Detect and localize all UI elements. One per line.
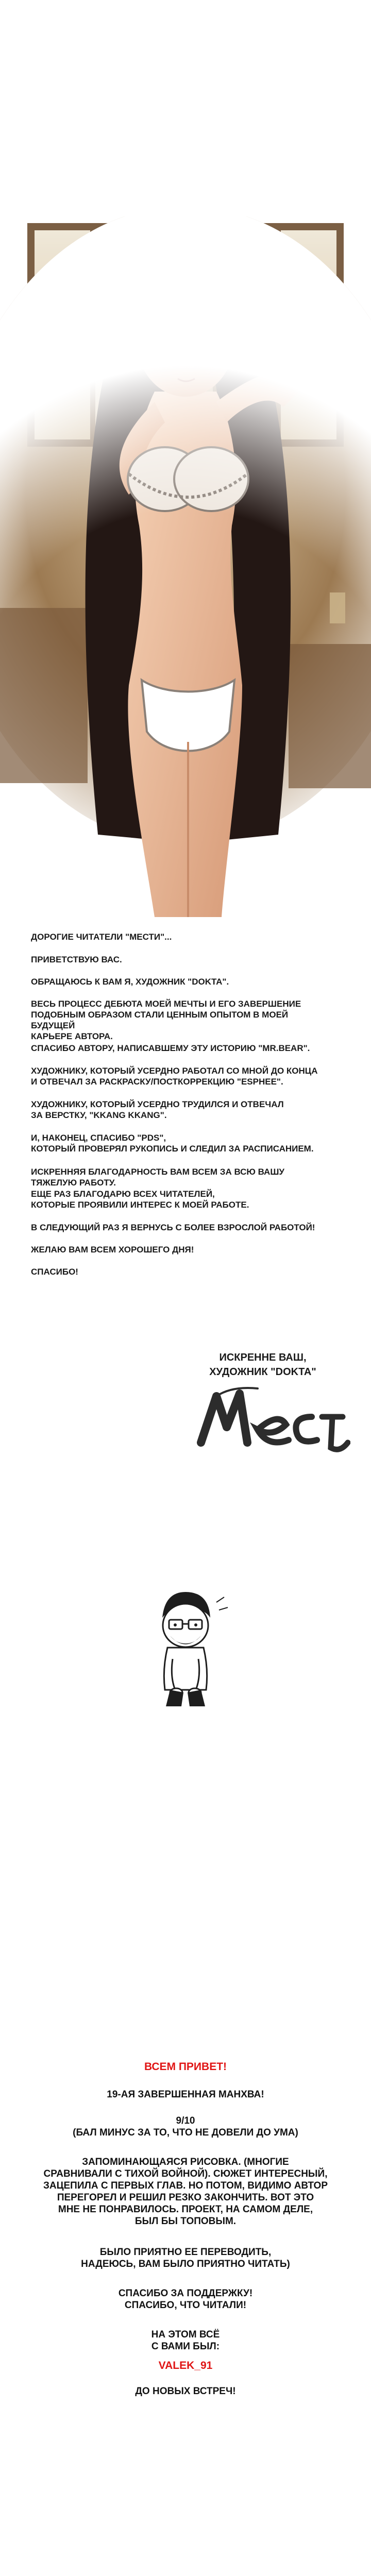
afterword-readers: [31, 1189, 319, 1210]
translator-pleasant: [0, 2246, 371, 2270]
afterword-debut-line: ПОДОБНЫМ ОБРАЗОМ СТАЛИ ЦЕННЫМ ОПЫТОМ В МОЕЙ БУДУЩЕЙ: [31, 1010, 289, 1030]
afterword-line: КОТОРЫЙ ПРОВЕРЯЛ РУКОПИСЬ И СЛЕДИЛ ЗА РАСПИСАНИЕМ.: [31, 1144, 314, 1154]
translator-line: НАДЕЮСЬ, ВАМ БЫЛО ПРИЯТНО ЧИТАТЬ): [81, 2259, 290, 2269]
translator-review-line: СРАВНИВАЛИ С ТИХОЙ ВОЙНОЙ). СЮЖЕТ ИНТЕРЕСНЫЙ,: [43, 2168, 328, 2179]
translator-review-line: БЫЛ БЫ ТОПОВЫМ.: [134, 2216, 237, 2227]
translator-with-you: [0, 2329, 371, 2352]
cover-illustration: [0, 0, 371, 917]
translator-completed: 19-АЯ ЗАВЕРШЕННАЯ МАНХВА!: [107, 2089, 264, 2100]
translator-score-note: (БАЛ МИНУС ЗА ТО, ЧТО НЕ ДОВЕЛИ ДО УМА): [73, 2127, 298, 2138]
translator-hello: ВСЕМ ПРИВЕТ!: [144, 2061, 227, 2073]
translator-review: [0, 2156, 371, 2227]
afterword-line: ЗА ВЕРСТКУ, "KKANG KKANG".: [31, 1110, 167, 1120]
translator-score: 9/10: [176, 2115, 195, 2126]
translator-line: НА ЭТОМ ВСЁ: [151, 2329, 220, 2340]
translator-name: VALEK_91: [158, 2360, 213, 2371]
afterword-thanks-pds: [31, 1132, 319, 1154]
translator-line: БЫЛО ПРИЯТНО ЕЕ ПЕРЕВОДИТЬ,: [99, 2247, 272, 2258]
afterword-line: И ОТВЕЧАЛ ЗА РАСКРАСКУ/ПОСТКОРРЕКЦИЮ "ESPHEE".: [31, 1077, 283, 1087]
afterword-thanks-author: СПАСИБО АВТОРУ, НАПИСАВШЕМУ ЭТУ ИСТОРИЮ "MR.BEAR".: [31, 1043, 310, 1053]
translator-review-line: МНЕ НЕ ПОНРАВИЛОСЬ. ПРОЕКТ, НА САМОМ ДЕЛЕ,: [58, 2204, 313, 2215]
afterword-intro: ОБРАЩАЮСЬ К ВАМ Я, ХУДОЖНИК "DOKTA".: [31, 977, 229, 987]
afterword-debut-line: КАРЬЕРЕ АВТОРА.: [31, 1031, 113, 1041]
translator-support: [0, 2287, 371, 2311]
afterword-thanks: СПАСИБО!: [31, 1267, 78, 1277]
afterword-sincere: ИСКРЕННЯЯ БЛАГОДАРНОСТЬ ВАМ ВСЕМ ЗА ВСЮ ВАШУ ТЯЖЕЛУЮ РАБОТУ.: [31, 1167, 284, 1188]
afterword-return: В СЛЕДУЮЩИЙ РАЗ Я ВЕРНУСЬ С БОЛЕЕ ВЗРОСЛОЙ РАБОТОЙ!: [31, 1223, 315, 1232]
translator-line: СПАСИБО ЗА ПОДДЕРЖКУ!: [118, 2288, 253, 2299]
artist-chibi-drawing: [134, 1587, 237, 1710]
afterword-line: КОТОРЫЕ ПРОЯВИЛИ ИНТЕРЕС К МОЕЙ РАБОТЕ.: [31, 1200, 249, 1210]
translator-review-line: ЗАЦЕПИЛА С ПЕРВЫХ ГЛАВ. НО ПОТОМ, ВИДИМО АВТОР: [43, 2180, 328, 2191]
title-logo: [196, 1381, 350, 1458]
afterword-line: ХУДОЖНИКУ, КОТОРЫЙ УСЕРДНО РАБОТАЛ СО МНОЙ ДО КОНЦА: [31, 1066, 318, 1076]
signature-artist: ХУДОЖНИК "DOKTA": [209, 1366, 316, 1378]
afterword-thanks-layout: [31, 1099, 319, 1121]
afterword-thanks-colorist: [31, 1065, 319, 1087]
translator-line: СПАСИБО, ЧТО ЧИТАЛИ!: [124, 2300, 247, 2311]
afterword-line: И, НАКОНЕЦ, СПАСИБО "PDS",: [31, 1133, 166, 1143]
translator-line: С ВАМИ БЫЛ:: [151, 2341, 220, 2352]
translator-bye: ДО НОВЫХ ВСТРЕЧ!: [135, 2386, 236, 2397]
signature-line: ИСКРЕННЕ ВАШ,: [219, 1352, 307, 1363]
afterword-line: ХУДОЖНИКУ, КОТОРЫЙ УСЕРДНО ТРУДИЛСЯ И ОТВЕЧАЛ: [31, 1099, 284, 1109]
translator-review-line: ЗАПОМИНАЮЩАЯСЯ РИСОВКА. (МНОГИЕ: [82, 2157, 289, 2167]
afterword-debut-line: ВЕСЬ ПРОЦЕСС ДЕБЮТА МОЕЙ МЕЧТЫ И ЕГО ЗАВЕРШЕНИЕ: [31, 999, 301, 1009]
translator-review-line: ПЕРЕГОРЕЛ И РЕШИЛ РЕЗКО ЗАКОНЧИТЬ. ВОТ ЭТО: [57, 2192, 314, 2203]
afterword-debut: [31, 998, 319, 1042]
afterword-wish: ЖЕЛАЮ ВАМ ВСЕМ ХОРОШЕГО ДНЯ!: [31, 1245, 194, 1255]
afterword-hello: ПРИВЕТСТВУЮ ВАС.: [31, 955, 122, 964]
afterword-line: ЕЩЕ РАЗ БЛАГОДАРЮ ВСЕХ ЧИТАТЕЛЕЙ,: [31, 1189, 215, 1199]
title-logo-art: [196, 1381, 350, 1458]
afterword-greeting: ДОРОГИЕ ЧИТАТЕЛИ "МЕСТИ"...: [31, 932, 172, 942]
